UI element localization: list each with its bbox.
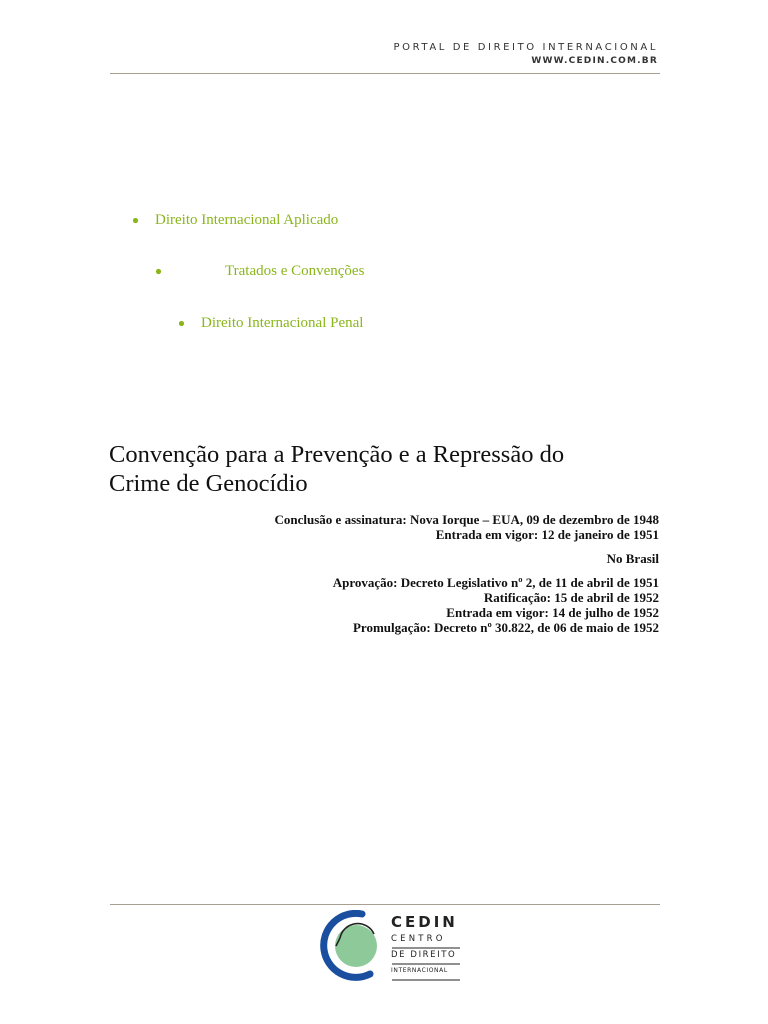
breadcrumb-label[interactable]: Tratados e Convenções	[225, 263, 365, 279]
brazil-heading: No Brasil	[606, 551, 659, 566]
promulgation-text: Promulgação: Decreto nº 30.822, de 06 de maio de 1952	[352, 620, 659, 635]
breadcrumb-label[interactable]: Direito Internacional Penal	[201, 315, 364, 331]
conclusion-text: Conclusão e assinatura: Nova Iorque – EUA, 09 de dezembro de 1948	[274, 512, 659, 527]
bullet-icon	[132, 217, 139, 224]
header-divider	[110, 73, 660, 74]
breadcrumb-item-penal[interactable]	[178, 315, 363, 332]
logo-line-2: DE DIREITO	[391, 950, 457, 960]
treaty-info	[275, 512, 659, 542]
breadcrumb-item-aplicado[interactable]	[132, 212, 338, 229]
approval-text: Aprovação: Decreto Legislativo nº 2, de 11 de abril de 1951	[332, 575, 659, 590]
bullet-icon	[178, 320, 185, 327]
breadcrumb-item-tratados[interactable]	[155, 263, 364, 280]
title-line-2: Crime de Genocídio	[109, 470, 308, 497]
logo-line-1: CENTRO	[391, 934, 446, 944]
breadcrumb-label[interactable]: Direito Internacional Aplicado	[155, 212, 339, 228]
site-header	[393, 41, 658, 67]
site-url-link[interactable]: WWW.CEDIN.COM.BR	[531, 56, 658, 66]
bullet-icon	[155, 268, 162, 275]
footer-divider	[110, 904, 660, 905]
brazil-entry-text: Entrada em vigor: 14 de julho de 1952	[446, 605, 659, 620]
document-title	[109, 440, 669, 498]
ratification-text: Ratificação: 15 de abril de 1952	[483, 590, 659, 605]
portal-name: PORTAL DE DIREITO INTERNACIONAL	[393, 42, 658, 53]
logo-name: CEDIN	[391, 913, 458, 931]
entry-into-force-text: Entrada em vigor: 12 de janeiro de 1951	[435, 527, 659, 542]
logo-line-3: INTERNACIONAL	[391, 967, 448, 974]
brazil-info	[333, 575, 659, 635]
title-line-1: Convenção para a Prevenção e a Repressão do	[109, 441, 565, 468]
